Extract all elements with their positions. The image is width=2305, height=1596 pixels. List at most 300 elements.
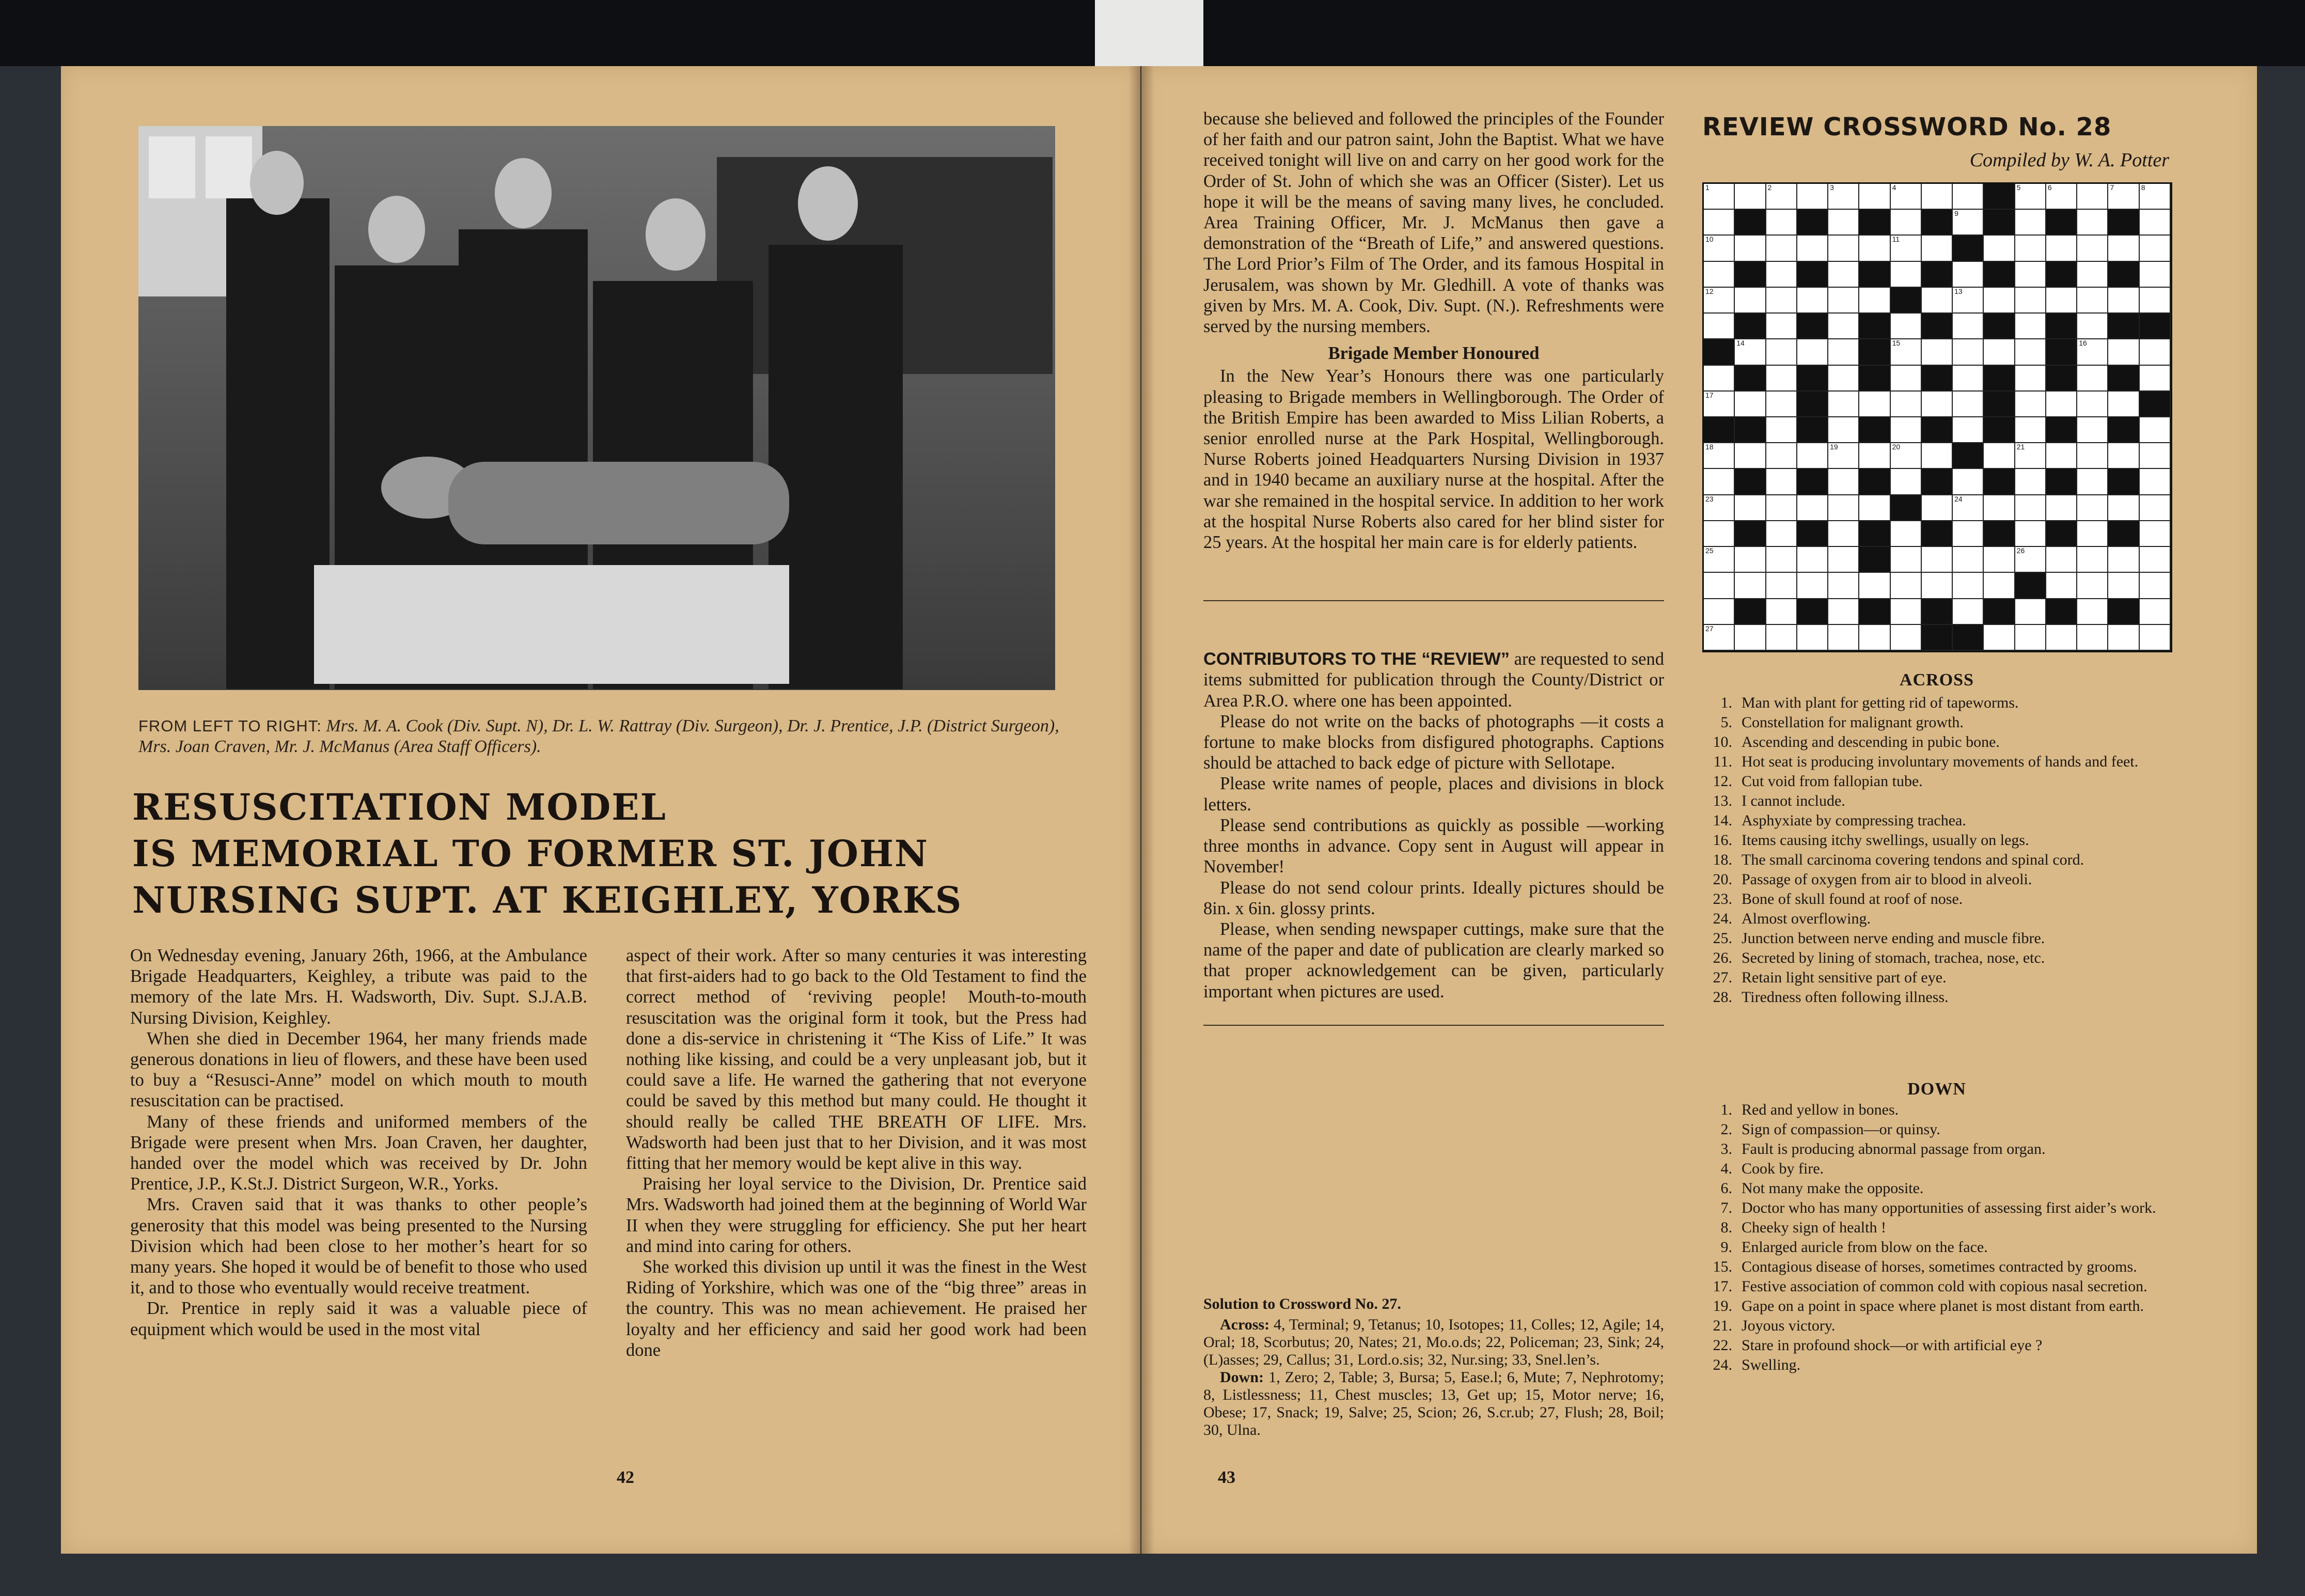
grid-block xyxy=(1859,417,1890,443)
grid-block xyxy=(1922,210,1953,236)
grid-cell xyxy=(1953,521,1984,547)
clue-text: Hot seat is producing involuntary movements of hands and feet. xyxy=(1742,753,2139,770)
clue-item xyxy=(1699,931,2177,946)
grid-cell xyxy=(2015,262,2046,288)
grid-cell xyxy=(2108,443,2139,469)
paragraph: aspect of their work. After so many centuries it was interesting that first-aiders had to go back to the Old Testament to find the correct method of ‘reviving people! Mouth-to-mouth resuscitation was the original form it took, but the Press had done a dis-service in christening it “The Kiss of Life.” It was nothing like kissing, and could be a very unpleasant job, but it could save a life. He warned the gathering that not everyone could be saved by this method but many could. He thought it should really be called THE BREATH OF LIFE. Mrs. Wadsworth had been just that to her Division, and it was most fitting that her memory would be kept alive in this way. xyxy=(626,946,1087,1173)
grid-cell xyxy=(1828,184,1859,210)
clue-item xyxy=(1699,1122,2177,1137)
clue-number: 9. xyxy=(1720,1239,1732,1256)
clue-item xyxy=(1699,891,2177,907)
grid-cell xyxy=(1766,210,1797,236)
grid-cell xyxy=(1828,288,1859,314)
grid-block xyxy=(1797,392,1828,417)
clue-number: 8. xyxy=(1720,1219,1732,1236)
grid-block xyxy=(2046,339,2077,365)
grid-cell xyxy=(2077,210,2108,236)
clue-text: Joyous victory. xyxy=(1742,1317,1836,1334)
grid-number: 26 xyxy=(2016,546,2025,555)
grid-cell xyxy=(2015,469,2046,495)
grid-cell xyxy=(1953,573,1984,599)
grid-block xyxy=(1859,210,1890,236)
grid-cell xyxy=(1828,495,1859,521)
grid-cell xyxy=(1828,314,1859,339)
solution-down-label: Down: xyxy=(1220,1369,1264,1386)
crossword-solution xyxy=(1203,1295,1664,1439)
grid-cell xyxy=(2015,210,2046,236)
grid-cell xyxy=(1797,625,1828,651)
clue-item xyxy=(1699,1318,2177,1334)
grid-cell xyxy=(2046,495,2077,521)
grid-cell xyxy=(1766,262,1797,288)
grid-block xyxy=(1735,210,1766,236)
grid-number: 24 xyxy=(1954,494,1963,503)
grid-cell xyxy=(1735,547,1766,573)
clue-item xyxy=(1699,715,2177,730)
grid-cell xyxy=(2140,573,2171,599)
grid-cell xyxy=(1859,288,1890,314)
clue-number: 10. xyxy=(1713,733,1732,750)
clue-number: 24. xyxy=(1713,1356,1732,1373)
grid-cell xyxy=(1828,469,1859,495)
grid-cell xyxy=(2015,184,2046,210)
grid-cell xyxy=(1704,469,1735,495)
grid-block xyxy=(1735,521,1766,547)
grid-number: 13 xyxy=(1954,287,1963,295)
grid-cell xyxy=(1735,625,1766,651)
grid-cell xyxy=(1797,443,1828,469)
grid-block xyxy=(1984,314,2015,339)
clue-text: Ascending and descending in pubic bone. xyxy=(1742,733,2000,750)
grid-cell xyxy=(2046,236,2077,261)
grid-cell xyxy=(1704,521,1735,547)
grid-cell xyxy=(1984,339,2015,365)
paragraph: Mrs. Craven said that it was thanks to other people’s generosity that this model was being presented to the Nursing Division which had been close to her mother’s heart for so many years. She hoped it would be of benefit to those who used it, and to those who eventually would receive treatment. xyxy=(130,1195,587,1298)
grid-cell xyxy=(1859,625,1890,651)
grid-cell xyxy=(1828,339,1859,365)
grid-number: 4 xyxy=(1892,183,1896,192)
clue-item xyxy=(1699,950,2177,966)
grid-cell xyxy=(1766,392,1797,417)
grid-cell xyxy=(1766,443,1797,469)
article-column-2 xyxy=(626,945,1087,1360)
clue-item xyxy=(1699,1259,2177,1275)
grid-block xyxy=(1704,417,1735,443)
clue-number: 19. xyxy=(1713,1297,1732,1315)
grid-block xyxy=(1735,469,1766,495)
grid-cell xyxy=(2015,236,2046,261)
paragraph: In the New Year’s Honours there was one particularly pleasing to Brigade members in Wellingborough. The Order of the British Empire has been awarded to Miss Lilian Roberts, a senior enrolled nurse at the Park Hospital, Wellingborough. Nurse Roberts joined Headquarters Nursing Division in 1937 and in 1940 became an auxiliary nurse at the hospital. After the war she remained in the hospital service. In addition to her work at the hospital Nurse Roberts also cared for her blind sister for 25 years. At the hospital her main care is for elderly patients. xyxy=(1203,366,1664,553)
grid-number: 27 xyxy=(1705,624,1714,633)
grid-number: 3 xyxy=(1830,183,1834,192)
clue-item xyxy=(1699,911,2177,927)
grid-cell xyxy=(1984,495,2015,521)
grid-block xyxy=(1922,599,1953,625)
grid-number: 21 xyxy=(2016,443,2025,451)
grid-number: 6 xyxy=(2047,183,2052,192)
grid-cell xyxy=(2077,417,2108,443)
grid-cell xyxy=(1922,236,1953,261)
grid-cell xyxy=(2140,521,2171,547)
clue-number: 4. xyxy=(1720,1160,1732,1177)
grid-number: 12 xyxy=(1705,287,1714,295)
crossword-grid xyxy=(1702,182,2172,652)
grid-block xyxy=(1984,417,2015,443)
grid-cell xyxy=(1766,625,1797,651)
grid-cell xyxy=(1797,547,1828,573)
grid-block xyxy=(2108,599,2139,625)
paragraph: She worked this division up until it was the finest in the West Riding of Yorkshire, which was one of the “big three” areas in the country. This was no mean achievement. He praised her loyalty and her efficiency and said her good work had been done xyxy=(626,1257,1087,1360)
clue-text: I cannot include. xyxy=(1742,792,1845,809)
grid-cell xyxy=(2077,599,2108,625)
grid-cell xyxy=(1953,288,1984,314)
clue-text: Bone of skull found at roof of nose. xyxy=(1742,890,1963,907)
grid-number: 10 xyxy=(1705,235,1714,244)
grid-cell xyxy=(1922,184,1953,210)
clue-text: Cut void from fallopian tube. xyxy=(1742,773,1923,790)
grid-cell xyxy=(2015,599,2046,625)
grid-cell xyxy=(1859,236,1890,261)
grid-cell xyxy=(1984,547,2015,573)
grid-number: 11 xyxy=(1892,235,1900,244)
grid-cell xyxy=(1859,495,1890,521)
clue-item xyxy=(1699,990,2177,1005)
clue-text: Passage of oxygen from air to blood in alveoli. xyxy=(1742,871,2032,888)
grid-block xyxy=(1704,339,1735,365)
clue-text: Items causing itchy swellings, usually on legs. xyxy=(1742,832,2029,849)
grid-block xyxy=(2108,417,2139,443)
grid-cell xyxy=(1704,184,1735,210)
grid-cell xyxy=(1704,392,1735,417)
solution-across-label: Across: xyxy=(1220,1316,1270,1333)
clue-number: 27. xyxy=(1713,969,1732,986)
grid-block xyxy=(1735,417,1766,443)
grid-block xyxy=(1891,288,1922,314)
clue-item xyxy=(1699,793,2177,809)
grid-cell xyxy=(2140,288,2171,314)
grid-block xyxy=(2108,521,2139,547)
clue-text: Asphyxiate by compressing trachea. xyxy=(1742,812,1966,829)
clue-text: The small carcinoma covering tendons and spinal cord. xyxy=(1742,851,2084,868)
grid-block xyxy=(1797,417,1828,443)
grid-cell xyxy=(1828,573,1859,599)
grid-cell xyxy=(2077,392,2108,417)
grid-cell xyxy=(1766,521,1797,547)
clue-text: Secreted by lining of stomach, trachea, nose, etc. xyxy=(1742,949,2045,966)
grid-block xyxy=(2046,417,2077,443)
grid-block xyxy=(1922,625,1953,651)
clue-item xyxy=(1699,1141,2177,1157)
grid-block xyxy=(1859,314,1890,339)
grid-cell xyxy=(2077,366,2108,392)
clue-item xyxy=(1699,1220,2177,1235)
grid-cell xyxy=(2140,625,2171,651)
solution-down: 1, Zero; 2, Table; 3, Bursa; 5, Ease.l; 6, Mute; 7, Nephrotomy; 8, Listlessness; 11, Chest muscles; 13, Get up; 15, Motor nerve; 16, Obese; 17, Snack; 19, Salve; 25, Scion; 26, S.cr.ub; 27, Flush; 28, Boil; 30, Ulna. xyxy=(1203,1369,1665,1438)
grid-cell xyxy=(2077,573,2108,599)
grid-cell xyxy=(1891,339,1922,365)
grid-cell xyxy=(2077,547,2108,573)
article-headline xyxy=(132,784,1114,924)
clue-text: Gape on a point in space where planet is most distant from earth. xyxy=(1742,1297,2144,1315)
clue-item xyxy=(1699,833,2177,848)
grid-cell xyxy=(1735,495,1766,521)
clue-item xyxy=(1699,872,2177,887)
grid-cell xyxy=(1766,469,1797,495)
paragraph: Please write names of people, places and divisions in block letters. xyxy=(1203,774,1664,815)
grid-cell xyxy=(1797,339,1828,365)
grid-cell xyxy=(2015,495,2046,521)
grid-cell xyxy=(1797,236,1828,261)
clue-number: 13. xyxy=(1713,792,1732,809)
grid-cell xyxy=(2140,495,2171,521)
grid-cell xyxy=(1922,288,1953,314)
grid-block xyxy=(1797,521,1828,547)
clue-number: 1. xyxy=(1720,694,1732,711)
grid-number: 15 xyxy=(1892,339,1901,348)
clue-number: 26. xyxy=(1713,949,1732,966)
grid-block xyxy=(1984,210,2015,236)
grid-cell xyxy=(1828,521,1859,547)
clue-number: 23. xyxy=(1713,890,1732,907)
grid-cell xyxy=(1735,184,1766,210)
grid-number: 18 xyxy=(1705,443,1714,451)
grid-cell xyxy=(2140,366,2171,392)
grid-cell xyxy=(1984,236,2015,261)
grid-cell xyxy=(1922,339,1953,365)
clue-text: Retain light sensitive part of eye. xyxy=(1742,969,1947,986)
grid-cell xyxy=(2046,625,2077,651)
grid-block xyxy=(1859,521,1890,547)
clue-text: Festive association of common cold with copious nasal secretion. xyxy=(1742,1278,2147,1295)
grid-cell xyxy=(2108,495,2139,521)
grid-cell xyxy=(2077,314,2108,339)
grid-cell xyxy=(1891,314,1922,339)
grid-cell xyxy=(1953,392,1984,417)
caption-names: Mrs. M. A. Cook (Div. Supt. N), Dr. L. W. Rattray (Div. Surgeon), Dr. J. Prentice, J.P. (District Surgeon), Mrs. Joan Craven, Mr. J. McManus (Area Staff Officers). xyxy=(138,716,1059,756)
grid-cell xyxy=(1828,417,1859,443)
grid-cell xyxy=(2015,521,2046,547)
grid-cell xyxy=(2108,184,2139,210)
grid-cell xyxy=(2046,573,2077,599)
clue-item xyxy=(1699,734,2177,750)
grid-cell xyxy=(1891,184,1922,210)
grid-cell xyxy=(2046,547,2077,573)
clue-text: Junction between nerve ending and muscle fibre. xyxy=(1742,930,2045,947)
clue-number: 15. xyxy=(1713,1258,1732,1275)
grid-block xyxy=(1859,366,1890,392)
grid-cell xyxy=(2140,599,2171,625)
grid-block xyxy=(1984,262,2015,288)
grid-block xyxy=(1797,210,1828,236)
grid-block xyxy=(1797,469,1828,495)
grid-cell xyxy=(2077,625,2108,651)
paragraph: When she died in December 1964, her many friends made generous donations in lieu of flowers, and these have been used to buy a “Resusci-Anne” model on which mouth to mouth resuscitation can be practised. xyxy=(130,1028,587,1111)
grid-cell xyxy=(2077,236,2108,261)
clue-number: 22. xyxy=(1713,1337,1732,1354)
clue-number: 2. xyxy=(1720,1121,1732,1138)
grid-cell xyxy=(1797,184,1828,210)
grid-cell xyxy=(1704,547,1735,573)
grid-cell xyxy=(1859,443,1890,469)
clue-text: Sign of compassion—or quinsy. xyxy=(1742,1121,1940,1138)
clue-number: 1. xyxy=(1720,1101,1732,1118)
grid-block xyxy=(1859,339,1890,365)
grid-block xyxy=(2108,314,2139,339)
grid-block xyxy=(1984,366,2015,392)
grid-cell xyxy=(1953,469,1984,495)
clue-item xyxy=(1699,1161,2177,1177)
grid-block xyxy=(1735,599,1766,625)
grid-cell xyxy=(1797,288,1828,314)
grid-cell xyxy=(2015,314,2046,339)
grid-cell xyxy=(2077,469,2108,495)
clue-item xyxy=(1699,813,2177,828)
clue-item xyxy=(1699,1338,2177,1353)
grid-cell xyxy=(2108,573,2139,599)
grid-cell xyxy=(2140,210,2171,236)
clue-number: 14. xyxy=(1713,812,1732,829)
grid-cell xyxy=(1859,573,1890,599)
grid-cell xyxy=(1735,288,1766,314)
contributors-heading: CONTRIBUTORS TO THE “REVIEW” xyxy=(1203,649,1510,669)
clue-text: Tiredness often following illness. xyxy=(1742,989,1949,1006)
article-continuation-column xyxy=(1203,108,1664,1026)
clue-text: Cheeky sign of health ! xyxy=(1742,1219,1886,1236)
grid-cell xyxy=(2140,417,2171,443)
grid-cell xyxy=(1766,417,1797,443)
grid-cell xyxy=(1984,288,2015,314)
clue-number: 6. xyxy=(1720,1180,1732,1197)
grid-cell xyxy=(2015,547,2046,573)
photo-caption xyxy=(138,716,1068,757)
grid-cell xyxy=(1828,236,1859,261)
grid-cell xyxy=(1953,366,1984,392)
clue-item xyxy=(1699,754,2177,770)
grid-number: 25 xyxy=(1705,546,1714,555)
grid-block xyxy=(1953,625,1984,651)
paragraph: Please do not write on the backs of photographs —it costs a fortune to make blocks from disfigured photographs. Captions should be attached to back edge of picture with Sellotape. xyxy=(1203,711,1664,773)
crossword-compiler: Compiled by W. A. Potter xyxy=(1969,149,2169,171)
grid-cell xyxy=(1953,314,1984,339)
clue-number: 21. xyxy=(1713,1317,1732,1334)
grid-block xyxy=(2015,573,2046,599)
grid-block xyxy=(2046,262,2077,288)
grid-cell xyxy=(1922,547,1953,573)
grid-block xyxy=(1984,599,2015,625)
grid-cell xyxy=(1984,625,2015,651)
grid-block xyxy=(1953,236,1984,261)
grid-number: 8 xyxy=(2141,183,2145,192)
grid-block xyxy=(1859,262,1890,288)
clue-item xyxy=(1699,1357,2177,1373)
grid-cell xyxy=(1704,262,1735,288)
grid-cell xyxy=(2046,184,2077,210)
grid-cell xyxy=(1766,314,1797,339)
paragraph: Please, when sending newspaper cuttings, make sure that the name of the paper and date of publication are clearly marked so that proper acknowledgement can be given, particularly important when pictures are used. xyxy=(1203,919,1664,1002)
honoured-heading: Brigade Member Honoured xyxy=(1328,343,1540,364)
down-clues xyxy=(1699,1102,2177,1377)
grid-number: 17 xyxy=(1705,390,1714,399)
clue-item xyxy=(1699,774,2177,789)
grid-cell xyxy=(1984,443,2015,469)
grid-cell xyxy=(1735,236,1766,261)
clue-item xyxy=(1699,970,2177,985)
grid-cell xyxy=(1953,599,1984,625)
grid-block xyxy=(1984,392,2015,417)
grid-cell xyxy=(1797,573,1828,599)
grid-cell xyxy=(2140,339,2171,365)
clue-number: 25. xyxy=(1713,930,1732,947)
grid-number: 2 xyxy=(1767,183,1772,192)
clue-text: Not many make the opposite. xyxy=(1742,1180,1924,1197)
clue-text: Contagious disease of horses, sometimes contracted by grooms. xyxy=(1742,1258,2137,1275)
grid-cell xyxy=(1891,599,1922,625)
grid-cell xyxy=(1922,573,1953,599)
grid-cell xyxy=(1953,495,1984,521)
grid-block xyxy=(2108,366,2139,392)
clue-number: 17. xyxy=(1713,1278,1732,1295)
clue-text: Enlarged auricle from blow on the face. xyxy=(1742,1239,1988,1256)
grid-cell xyxy=(1735,443,1766,469)
clue-item xyxy=(1699,852,2177,868)
grid-block xyxy=(1984,184,2015,210)
grid-cell xyxy=(1766,366,1797,392)
page-number: 43 xyxy=(1218,1468,1235,1487)
grid-cell xyxy=(1735,339,1766,365)
paragraph: Please do not send colour prints. Ideally pictures should be 8in. x 6in. glossy prints. xyxy=(1203,878,1664,918)
grid-cell xyxy=(1891,547,1922,573)
headline-line-1: RESUSCITATION MODEL xyxy=(132,786,667,828)
clue-item xyxy=(1699,1298,2177,1314)
grid-cell xyxy=(1828,392,1859,417)
grid-block xyxy=(2046,469,2077,495)
across-heading: ACROSS xyxy=(1900,670,1974,690)
grid-cell xyxy=(1704,210,1735,236)
grid-block xyxy=(1735,366,1766,392)
grid-number: 14 xyxy=(1736,339,1745,348)
grid-cell xyxy=(1891,262,1922,288)
grid-block xyxy=(1797,366,1828,392)
grid-block xyxy=(2046,314,2077,339)
grid-block xyxy=(1922,314,1953,339)
clue-number: 18. xyxy=(1713,851,1732,868)
grid-cell xyxy=(1828,262,1859,288)
clue-number: 3. xyxy=(1720,1140,1732,1157)
grid-block xyxy=(1922,417,1953,443)
grid-cell xyxy=(1828,625,1859,651)
grid-cell xyxy=(1922,392,1953,417)
grid-block xyxy=(1922,366,1953,392)
grid-cell xyxy=(1859,392,1890,417)
crossword-title: REVIEW CROSSWORD No. 28 xyxy=(1702,113,2112,142)
grid-cell xyxy=(2077,262,2108,288)
grid-number: 16 xyxy=(2079,339,2087,348)
grid-block xyxy=(2046,366,2077,392)
clue-number: 5. xyxy=(1720,714,1732,731)
grid-block xyxy=(1891,495,1922,521)
grid-cell xyxy=(2015,417,2046,443)
clue-text: Constellation for malignant growth. xyxy=(1742,714,1964,731)
grid-block xyxy=(1735,314,1766,339)
paragraph: On Wednesday evening, January 26th, 1966, at the Ambulance Brigade Headquarters, Keighley, a tribute was paid to the memory of the late Mrs. H. Wadsworth, Div. Supt. S.J.A.B. Nursing Division, Keighley. xyxy=(130,946,587,1028)
clue-item xyxy=(1699,695,2177,711)
grid-cell xyxy=(1891,236,1922,261)
paragraph: Dr. Prentice in reply said it was a valuable piece of equipment which would be used in the most vital xyxy=(130,1298,587,1339)
grid-cell xyxy=(1828,366,1859,392)
grid-cell xyxy=(2140,469,2171,495)
grid-cell xyxy=(1766,599,1797,625)
grid-cell xyxy=(2108,392,2139,417)
